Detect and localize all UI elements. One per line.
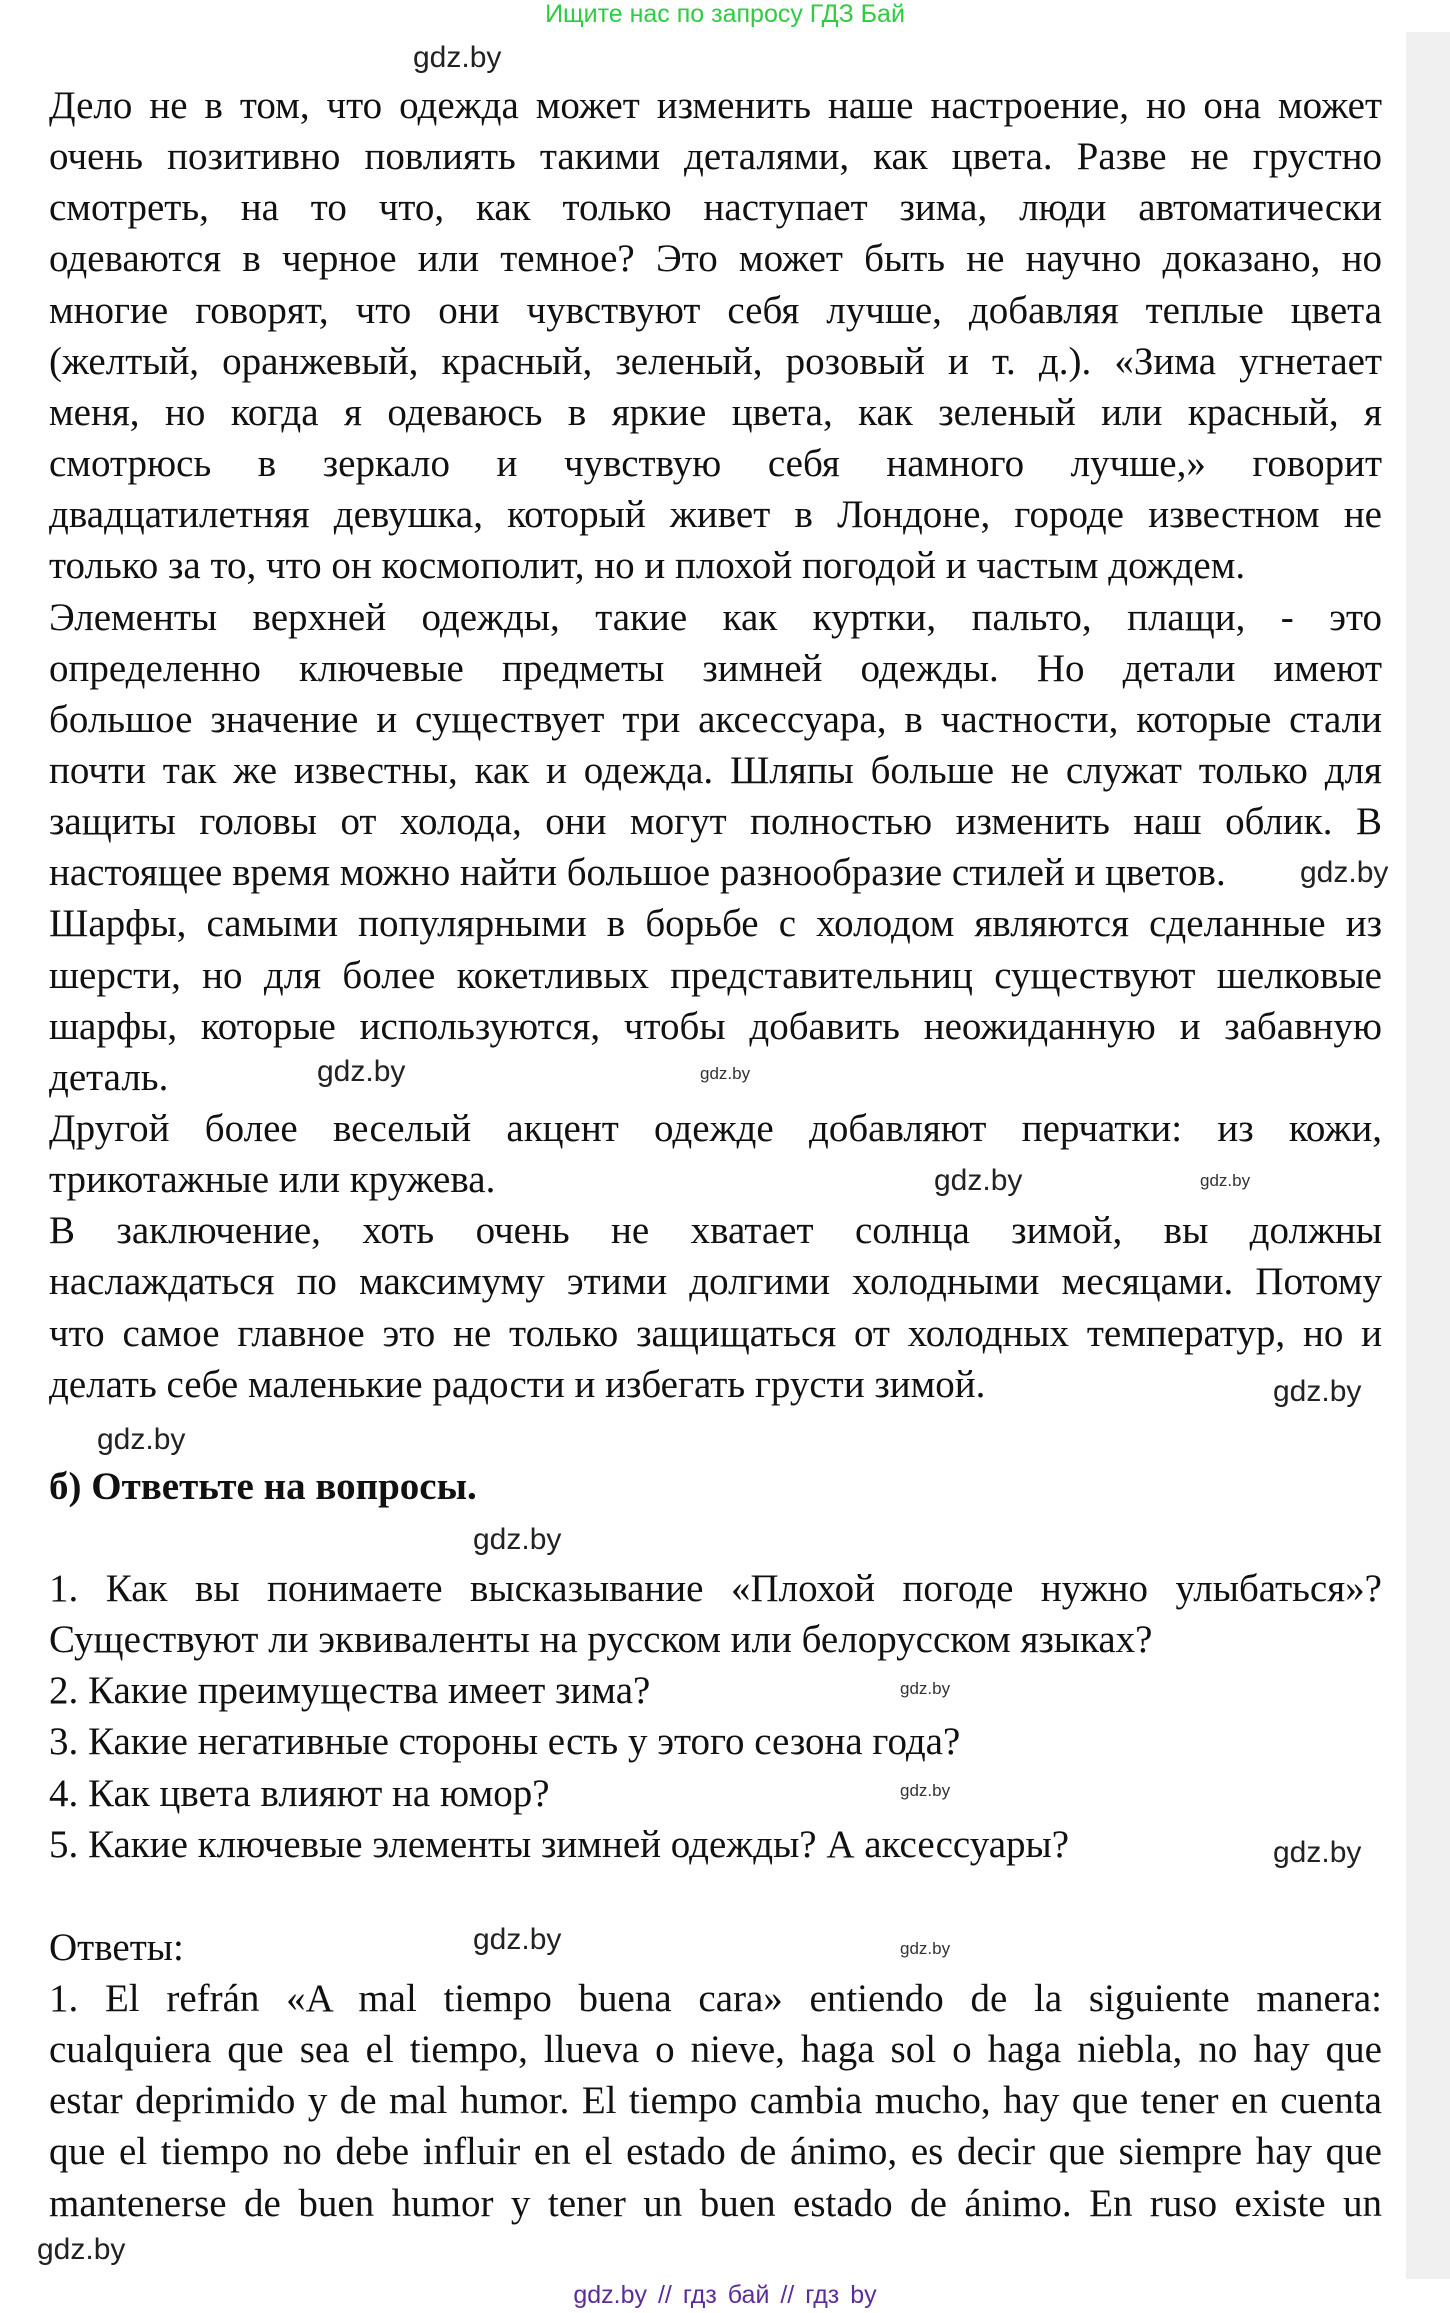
passage-line: очень позитивно повлиять такими деталями, как цвета. Разве не грустно xyxy=(49,135,1382,179)
passage-line: большое значение и существует три аксессуара, в частности, которые стали xyxy=(49,697,1382,741)
watermark: gdz.by xyxy=(97,1423,186,1456)
watermark: gdz.by xyxy=(900,1781,951,1800)
passage-line: настоящее время можно найти большое разнообразие стилей и цветов. xyxy=(49,851,1226,895)
answer-line: mantenerse de buen humor y tener un buen estado de ánimo. En ruso existe un xyxy=(49,2181,1382,2225)
question-line: 2. Какие преимущества имеет зима? xyxy=(49,1669,651,1713)
question-line: Существуют ли эквиваленты на русском или белорусском языках? xyxy=(49,1618,1153,1662)
answers-label: Ответы: xyxy=(49,1926,184,1969)
passage-line: что самое главное это не только защищаться от холодных температур, но и xyxy=(49,1311,1382,1355)
passage-line: (желтый, оранжевый, красный, зеленый, розовый и т. д.). «Зима угнетает xyxy=(49,339,1382,383)
passage-line: трикотажные или кружева. xyxy=(49,1158,496,1202)
passage-line: защиты головы от холода, они могут полностью изменить наш облик. В xyxy=(49,800,1382,844)
answer-line: cualquiera que sea el tiempo, llueva o nieve, haga sol o haga niebla, no hay que xyxy=(49,2028,1382,2072)
answer-line: que el tiempo no debe influir en el estado de ánimo, es decir que siempre hay que xyxy=(49,2130,1382,2174)
passage-line: шерсти, но для более кокетливых представительниц существуют шелковые xyxy=(49,953,1382,997)
watermark: gdz.by xyxy=(413,41,502,74)
passage-line: смотреть, на то что, как только наступает зима, люди автоматически xyxy=(49,186,1382,230)
passage-line: шарфы, которые используются, чтобы добавить неожиданную и забавную xyxy=(49,1004,1382,1048)
passage-line: деталь. xyxy=(49,1055,169,1099)
answer-line: 1. El refrán «A mal tiempo buena cara» entiendo de la siguiente manera: xyxy=(49,1977,1382,2020)
passage-line: делать себе маленькие радости и избегать грусти зимой. xyxy=(49,1362,986,1406)
footer-links[interactable]: gdz.by // гдз бай // гдз by xyxy=(573,2281,877,2309)
questions-heading: б) Ответьте на вопросы. xyxy=(49,1465,477,1508)
passage-line: Элементы верхней одежды, такие как куртки, пальто, плащи, - это xyxy=(49,595,1382,639)
passage-line: многие говорят, что они чувствуют себя лучше, добавляя теплые цвета xyxy=(49,288,1382,332)
question-line: 1. Как вы понимаете высказывание «Плохой погоде нужно улыбаться»? xyxy=(49,1567,1382,1610)
passage-line: почти так же известны, как и одежда. Шляпы больше не служат только для xyxy=(49,748,1382,792)
passage-line: двадцатилетняя девушка, который живет в Лондоне, городе известном не xyxy=(49,493,1382,537)
answer-line: estar deprimido y de mal humor. El tiempo cambia mucho, hay que tener en cuenta xyxy=(49,2079,1382,2123)
question-line: 3. Какие негативные стороны есть у этого сезона года? xyxy=(49,1720,961,1764)
question-line: 5. Какие ключевые элементы зимней одежды? А аксессуары? xyxy=(49,1822,1070,1866)
watermark: gdz.by xyxy=(37,2233,126,2266)
passage-line: Дело не в том, что одежда может изменить наше настроение, но она может xyxy=(49,84,1382,127)
watermark: gdz.by xyxy=(1273,1836,1362,1869)
watermark: gdz.by xyxy=(473,1923,562,1956)
question-line: 4. Как цвета влияют на юмор? xyxy=(49,1771,550,1815)
passage-line: Шарфы, самыми популярными в борьбе с холодом являются сделанные из xyxy=(49,902,1382,946)
watermark: gdz.by xyxy=(1200,1171,1251,1190)
watermark: gdz.by xyxy=(473,1523,562,1556)
watermark: gdz.by xyxy=(934,1164,1023,1197)
passage-line: наслаждаться по максимуму этими долгими холодными месяцами. Потому xyxy=(49,1260,1382,1304)
watermark: gdz.by xyxy=(1273,1375,1362,1408)
watermark: gdz.by xyxy=(700,1064,751,1083)
passage-line: меня, но когда я одеваюсь в яркие цвета, как зеленый или красный, я xyxy=(49,390,1382,434)
watermark: gdz.by xyxy=(900,1679,951,1698)
passage-line: В заключение, хоть очень не хватает солнца зимой, вы должны xyxy=(49,1209,1382,1253)
passage-line: определенно ключевые предметы зимней одежды. Но детали имеют xyxy=(49,646,1382,690)
passage-line: только за то, что он космополит, но и плохой погодой и частым дождем. xyxy=(49,544,1246,588)
passage-line: смотрюсь в зеркало и чувствую себя намного лучше,» говорит xyxy=(49,442,1382,486)
top-banner[interactable]: Ищите нас по запросу ГДЗ Бай xyxy=(545,0,905,28)
watermark: gdz.by xyxy=(900,1939,951,1958)
passage-line: Другой более веселый акцент одежде добавляют перчатки: из кожи, xyxy=(49,1107,1382,1150)
watermark: gdz.by xyxy=(317,1055,406,1088)
passage-line: одеваются в черное или темное? Это может быть не научно доказано, но xyxy=(49,237,1382,281)
watermark: gdz.by xyxy=(1300,856,1389,889)
scrollbar-track[interactable] xyxy=(1406,32,1450,2279)
